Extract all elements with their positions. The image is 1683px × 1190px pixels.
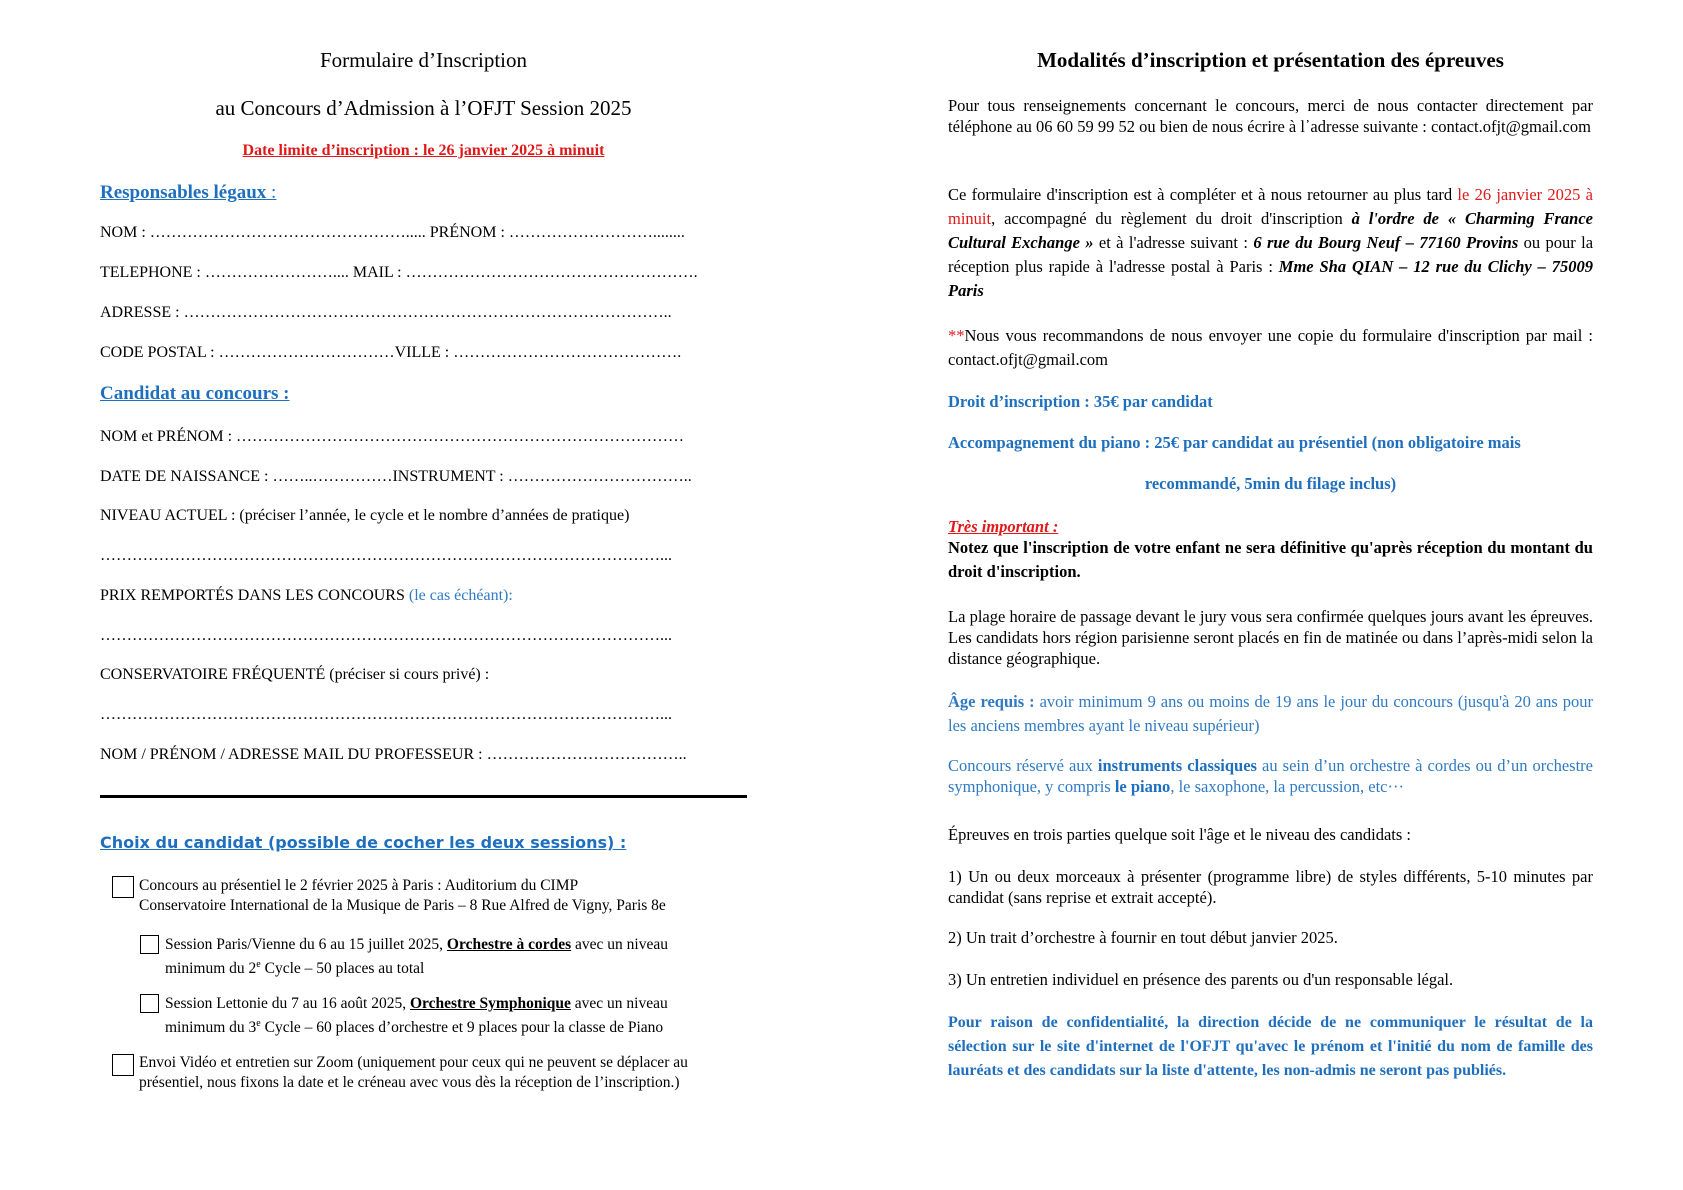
exam-part-2: 2) Un trait d’orchestre à fournir en tout début janvier 2025.: [948, 928, 1338, 947]
option-lettonie-places: Cycle – 60 places d’orchestre et 9 places pour la classe de Piano: [260, 1019, 664, 1037]
option-video-text: [139, 1053, 688, 1093]
option-video-line1: Envoi Vidéo et entretien sur Zoom (uniquement pour ceux qui ne peuvent se déplacer au: [139, 1054, 688, 1071]
option-paris-vienne-places: Cycle – 50 places au total: [260, 960, 425, 978]
important-text: Notez que l'inscription de votre enfant ne sera définitive qu'après réception du montant du droit d'inscription.: [948, 538, 1593, 581]
contact-paragraph: Pour tous renseignements concernant le concours, merci de nous contacter directement par téléphone au 06 60 59 99 52 ou bien de nous écrire à l᾽adresse suivante : contact.ofjt@gmail.com: [948, 96, 1593, 136]
submission-deadline: le 26 janvier 2025 à minuit: [948, 185, 1593, 228]
field-teacher[interactable]: NOM / PRÉNOM / ADRESSE MAIL DU PROFESSEUR : ………………………………..: [100, 746, 687, 763]
option-paris-vienne-line2: [165, 955, 668, 979]
field-guardian-name[interactable]: NOM : …………………………………………..... PRÉNOM : ………………………........: [100, 224, 685, 241]
divider: [100, 795, 747, 798]
piano-fee-line1: Accompagnement du piano : 25€ par candidat au présentiel (non obligatoire mais: [948, 433, 1521, 452]
submission-paragraph: [948, 183, 1593, 303]
schedule-paragraph: La plage horaire de passage devant le jury vous sera confirmée quelques jours avant les épreuves. Les candidats hors région parisienne seront placés en fin de matinée ou dans l’après-midi selon la distance géographique.: [948, 607, 1593, 668]
deadline-notice: Date limite d’inscription : le 26 janvier 2025 à minuit: [242, 142, 605, 159]
instruments-list: , le saxophone, la percussion, etc···: [1170, 777, 1404, 796]
option-paris-vienne-checkbox[interactable]: [140, 935, 159, 954]
copy-recommendation: [948, 324, 1593, 372]
option-lettonie-orchestra: Orchestre Symphonique: [409, 995, 571, 1012]
field-conservatory-line[interactable]: ……………………………………………………………………………………………...: [100, 706, 672, 723]
exams-intro: Épreuves en trois parties quelque soit l'âge et le niveau des candidats :: [948, 825, 1411, 844]
option-lettonie-line2: [165, 1014, 668, 1038]
section-legal-label: Responsables légaux: [100, 182, 267, 203]
option-lettonie-checkbox[interactable]: [140, 994, 159, 1013]
option-lettonie-line1: [165, 994, 668, 1014]
form-subtitle: au Concours d’Admission à l’OFJT Session 2025: [215, 96, 632, 120]
instruments-orchestra: au sein d’un orchestre à cordes ou d’un orchestre symphonique, y compris: [948, 756, 1593, 796]
age-requirement: [948, 690, 1593, 738]
option-lettonie-level: minimum du 3: [165, 1019, 257, 1037]
option-paris-vienne-pre: Session Paris/Vienne du 6 au 15 juillet 2025,: [165, 936, 447, 953]
option-paris-vienne-level: minimum du 2: [165, 960, 257, 978]
option-onsite-text: [139, 876, 666, 916]
field-conservatory-label: CONSERVATOIRE FRÉQUENTÉ (préciser si cours privé) :: [100, 666, 490, 683]
option-lettonie-pre: Session Lettonie du 7 au 16 août 2025,: [165, 995, 410, 1012]
field-guardian-address[interactable]: ADRESSE : ………………………………………………………………………………..: [100, 304, 672, 321]
form-title: Formulaire d’Inscription: [319, 48, 528, 72]
submission-fee-text: , accompagné du règlement du droit d'inscription: [991, 209, 1352, 228]
registration-fee: Droit d’inscription : 35€ par candidat: [948, 392, 1213, 411]
section-legal-guardians: [100, 182, 276, 204]
prizes-label-text: PRIX REMPORTÉS DANS LES CONCOURS: [100, 587, 405, 604]
option-video-checkbox[interactable]: [112, 1054, 134, 1076]
field-prizes-label: [100, 587, 513, 605]
provins-address: 6 rue du Bourg Neuf – 77160 Provins: [1253, 233, 1519, 252]
field-prizes-line[interactable]: ……………………………………………………………………………………………...: [100, 627, 672, 644]
field-guardian-postal-city[interactable]: CODE POSTAL : ……………………………VILLE : …………………………………….: [100, 344, 682, 361]
option-paris-vienne-text: [165, 935, 668, 979]
option-onsite-checkbox[interactable]: [112, 876, 134, 898]
option-lettonie-post: avec un niveau: [570, 995, 668, 1012]
age-text: avoir minimum 9 ans ou moins de 19 ans le jour du concours (jusqu'à 20 ans pour les anciens membres ayant le niveau supérieur): [948, 692, 1594, 735]
field-candidate-name[interactable]: NOM et PRÉNOM : …………………………………………………………………………: [100, 428, 685, 445]
choice-heading: Choix du candidat (possible de cocher les deux sessions) :: [100, 833, 627, 852]
option-paris-vienne-line1: [165, 935, 668, 955]
submission-address-intro: et à l'adresse suivant :: [1093, 233, 1254, 252]
important-label-text: Très important :: [948, 517, 1059, 536]
paris-address-intro: ou pour la réception plus rapide à l'adresse postal à Paris :: [948, 233, 1594, 276]
section-legal-colon: :: [266, 182, 277, 203]
option-onsite-line1: Concours au présentiel le 2 février 2025 à Paris : Auditorium du CIMP: [139, 877, 579, 894]
option-onsite-line2: Conservatoire International de la Musique de Paris – 8 Rue Alfred de Vigny, Paris 8e: [139, 897, 666, 914]
instruments-paragraph: [948, 755, 1593, 797]
field-guardian-phone-mail[interactable]: TELEPHONE : …………………….... MAIL : ……………………………………………….: [100, 264, 698, 281]
prizes-hint: (le cas échéant):: [408, 587, 513, 604]
piano-fee-line2: recommandé, 5min du filage inclus): [1144, 474, 1397, 493]
option-paris-vienne-post: avec un niveau: [571, 936, 669, 953]
section-candidate: Candidat au concours :: [100, 383, 290, 404]
option-lettonie-text: [165, 994, 668, 1038]
option-paris-vienne-orchestra: Orchestre à cordes: [446, 936, 572, 953]
field-birth-instrument[interactable]: DATE DE NAISSANCE : ……..……………INSTRUMENT : ……………………………..: [100, 468, 692, 485]
copy-recommendation-text: Nous vous recommandons de nous envoyer une copie du formulaire d'inscription par mail : contact.ofjt@gmail.com: [948, 326, 1593, 369]
option-paris-vienne-sup: e: [256, 959, 261, 970]
field-current-level-label: NIVEAU ACTUEL : (préciser l’année, le cycle et le nombre d’années de pratique): [100, 507, 630, 524]
payee: à l'ordre de « Charming France Cultural Exchange »: [948, 209, 1593, 252]
age-label: Âge requis :: [948, 692, 1035, 711]
paris-address: Mme Sha QIAN – 12 rue du Clichy – 75009 Paris: [948, 257, 1593, 300]
option-lettonie-sup: e: [256, 1018, 261, 1029]
classical-instruments: instruments classiques: [1097, 756, 1257, 775]
field-current-level-line[interactable]: ……………………………………………………………………………………………...: [100, 547, 672, 564]
confidentiality-notice: Pour raison de confidentialité, la direction décide de ne communiquer le résultat de la sélection sur le site d'internet de l'OFJT qu'avec le prénom et l'initié du nom de famille des lauréats et des candidats sur la liste d'attente, les non-admis ne seront pas publiés.: [948, 1014, 1593, 1079]
terms-title: Modalités d’inscription et présentation des épreuves: [1037, 48, 1504, 72]
asterisks: **: [948, 326, 965, 345]
instruments-intro: Concours réservé aux: [948, 756, 1098, 775]
piano-mention: le piano: [1114, 777, 1171, 796]
submission-intro: Ce formulaire d'inscription est à compléter et à nous retourner au plus tard: [948, 185, 1458, 204]
option-video-line2: présentiel, nous fixons la date et le créneau avec vous dès la réception de l’inscription.): [139, 1074, 680, 1091]
exam-part-1: 1) Un ou deux morceaux à présenter (programme libre) de styles différents, 5-10 minutes par candidat (sans reprise et extrait accepté).: [948, 867, 1593, 907]
exam-part-3: 3) Un entretien individuel en présence des parents ou d'un responsable légal.: [948, 970, 1454, 989]
